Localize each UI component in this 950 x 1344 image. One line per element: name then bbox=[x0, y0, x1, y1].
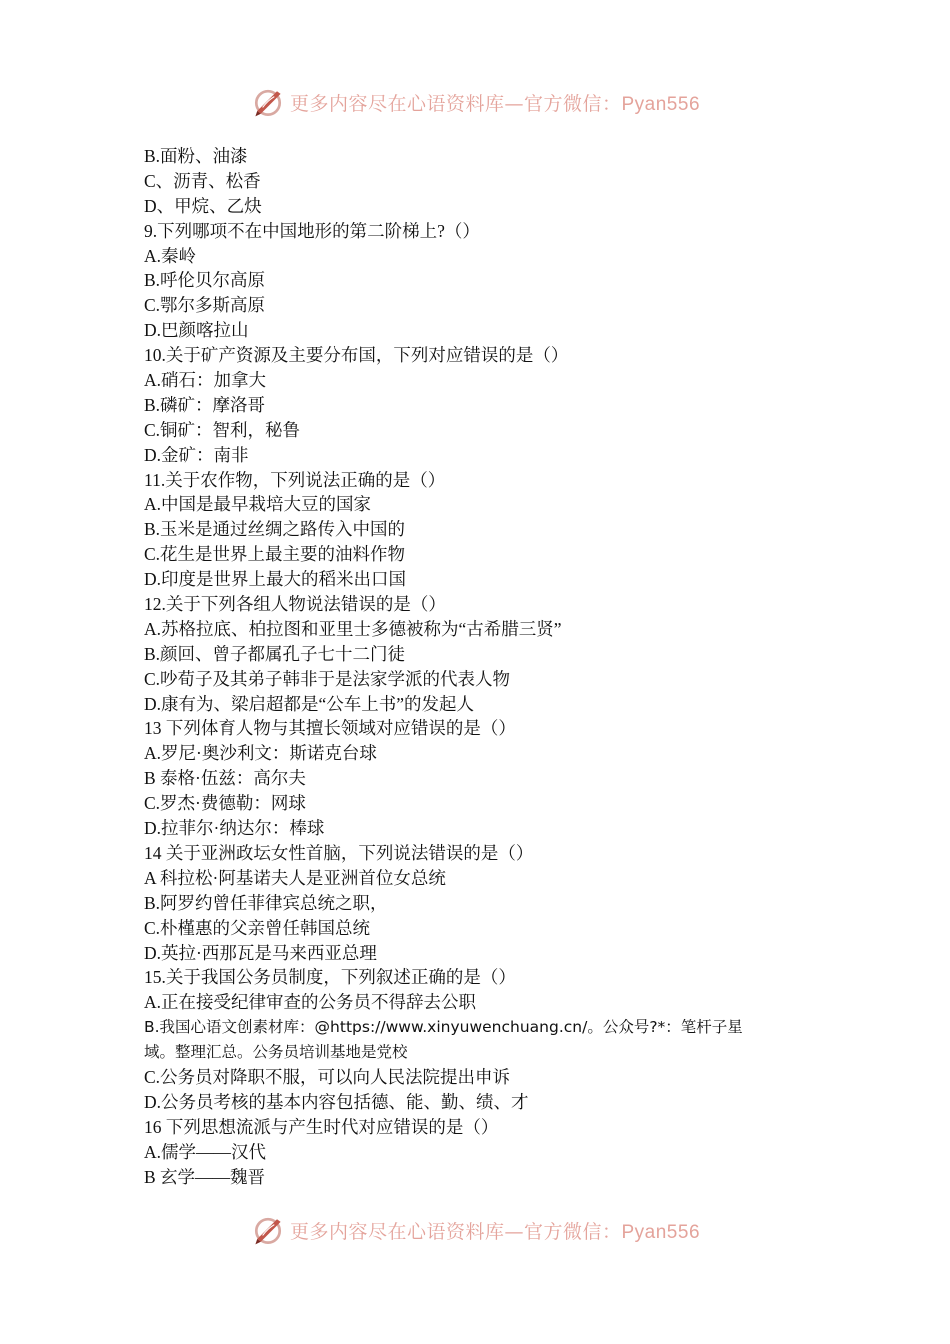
question-13: 13 下列体育人物与其擅长领域对应错误的是（） bbox=[144, 718, 516, 739]
header-banner-text bbox=[290, 89, 700, 116]
text-line: A.正在接受纪律审查的公务员不得辞去公职 bbox=[144, 992, 477, 1013]
text-line: A.苏格拉底、柏拉图和亚里士多德被称为“古希腊三贤” bbox=[144, 618, 562, 639]
text-line: D.金矿：南非 bbox=[144, 444, 249, 465]
question-16: 16 下列思想流派与产生时代对应错误的是（） bbox=[144, 1116, 499, 1137]
text-line: D.英拉·西那瓦是马来西亚总理 bbox=[144, 942, 377, 963]
header-banner-label: 更多内容尽在心语资料库—官方微信： bbox=[289, 92, 622, 115]
header-banner bbox=[0, 80, 950, 124]
text-line: D.印度是世界上最大的稻米出口国 bbox=[144, 569, 407, 590]
text-line: C.花生是世界上最主要的油料作物 bbox=[144, 544, 406, 565]
question-12: 12.关于下列各组人物说法错误的是（） bbox=[144, 594, 446, 615]
watermark-line: 域。整理汇总。公务员培训基地是党校 bbox=[144, 1043, 408, 1062]
question-9: 9.下列哪项不在中国地形的第二阶梯上?（） bbox=[144, 220, 480, 241]
text-line: D.巴颜喀拉山 bbox=[144, 320, 249, 341]
text-line: A.秦岭 bbox=[144, 245, 197, 266]
footer-wechat-id: Pyan556 bbox=[621, 1221, 701, 1243]
text-line: B 泰格·伍兹：高尔夫 bbox=[144, 768, 306, 789]
footer-banner-text bbox=[290, 1217, 700, 1244]
footer-banner bbox=[0, 1208, 950, 1252]
header-wechat-id: Pyan556 bbox=[621, 93, 701, 115]
text-line: A.中国是最早栽培大豆的国家 bbox=[144, 494, 372, 515]
text-line: A.儒学——汉代 bbox=[144, 1141, 267, 1162]
text-line: B.磷矿：摩洛哥 bbox=[144, 394, 266, 415]
text-line: B 玄学——魏晋 bbox=[144, 1166, 266, 1187]
text-line: B.颜回、曾子都属孔子七十二门徒 bbox=[144, 643, 406, 664]
text-line: D.公务员考核的基本内容包括德、能、勤、绩、才 bbox=[144, 1091, 529, 1112]
pen-circle-logo-icon bbox=[250, 84, 286, 120]
text-line: B.呼伦贝尔高原 bbox=[144, 270, 266, 291]
question-11: 11.关于农作物，下列说法正确的是（） bbox=[144, 469, 446, 490]
text-line: D.康有为、梁启超都是“公车上书”的发起人 bbox=[144, 693, 475, 714]
pen-circle-logo-icon bbox=[250, 1212, 286, 1248]
text-line: B.玉米是通过丝绸之路传入中国的 bbox=[144, 519, 406, 540]
text-line: B.阿罗约曾任菲律宾总统之职， bbox=[144, 892, 388, 913]
question-15: 15.关于我国公务员制度，下列叙述正确的是（） bbox=[144, 967, 516, 988]
text-line: C、沥青、松香 bbox=[144, 170, 261, 191]
text-line: B.面粉、油漆 bbox=[144, 146, 248, 166]
text-line: C.罗杰·费德勒：网球 bbox=[144, 793, 306, 814]
text-line: C.朴槿惠的父亲曾任韩国总统 bbox=[144, 917, 371, 938]
text-line: C.吵荀子及其弟子韩非于是法家学派的代表人物 bbox=[144, 668, 511, 689]
text-line: C.鄂尔多斯高原 bbox=[144, 295, 266, 316]
text-line: D、甲烷、乙炔 bbox=[144, 195, 262, 216]
text-line: A.罗尼·奥沙利文：斯诺克台球 bbox=[144, 743, 377, 764]
text-line: A.硝石：加拿大 bbox=[144, 370, 267, 391]
document-body bbox=[144, 144, 824, 1189]
text-line: D.拉菲尔·纳达尔：棒球 bbox=[144, 818, 325, 839]
question-10: 10.关于矿产资源及主要分布国，下列对应错误的是（） bbox=[144, 345, 569, 366]
text-line: C.铜矿：智利，秘鲁 bbox=[144, 419, 301, 440]
text-line: C.公务员对降职不服，可以向人民法院提出申诉 bbox=[144, 1066, 511, 1087]
footer-banner-label: 更多内容尽在心语资料库—官方微信： bbox=[289, 1220, 622, 1243]
watermark-line: B.我国心语文创素材库：@https://www.xinyuwenchuang.cn/。公众号?*：笔杆子星 bbox=[144, 1018, 743, 1037]
text-line: A 科拉松·阿基诺夫人是亚洲首位女总统 bbox=[144, 867, 446, 888]
question-14: 14 关于亚洲政坛女性首脑，下列说法错误的是（） bbox=[144, 842, 534, 863]
